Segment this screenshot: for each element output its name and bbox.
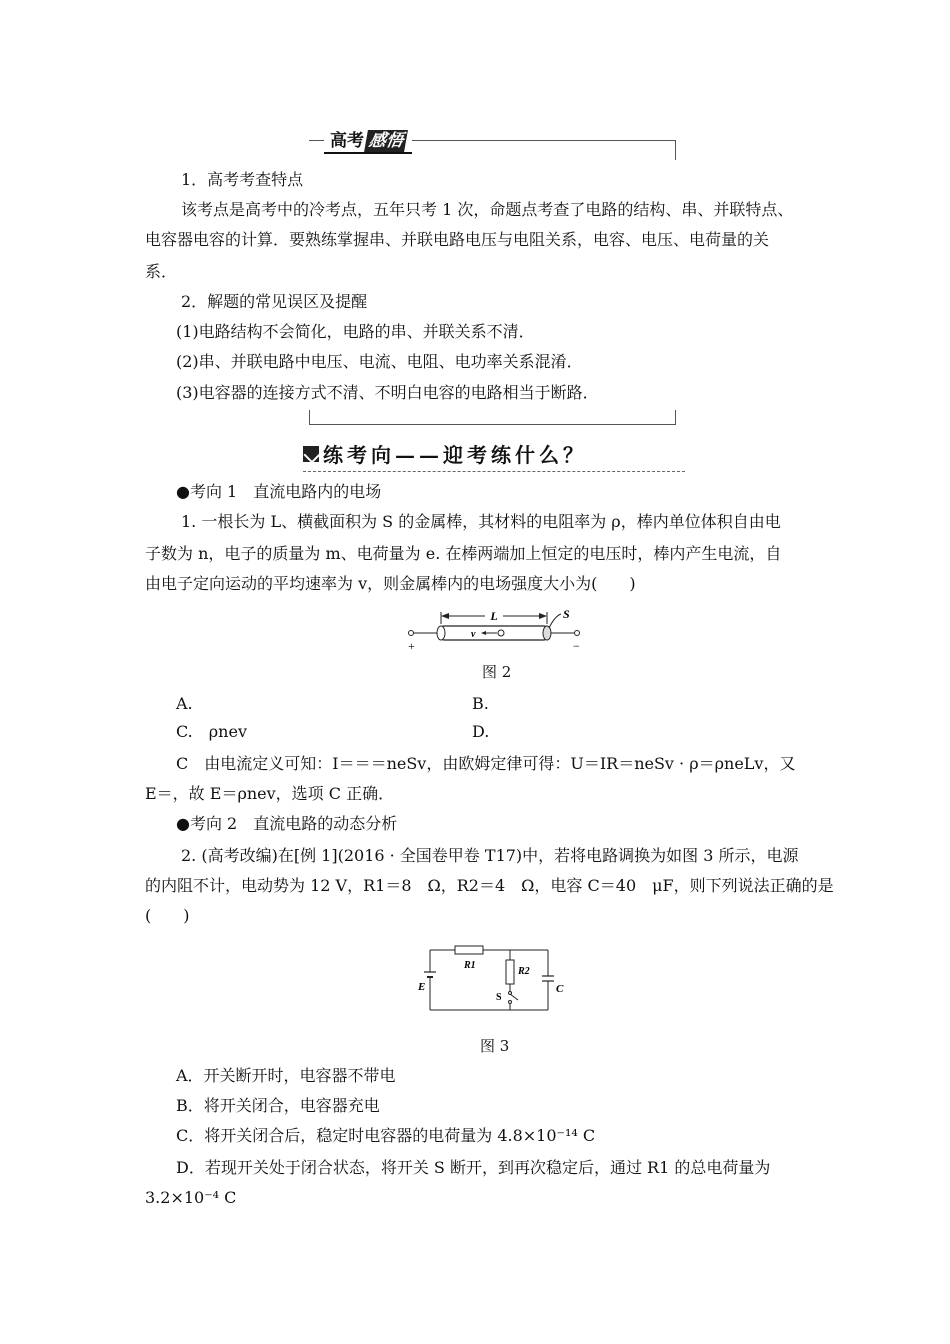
question2-line3: ( ) [145,906,190,925]
banner-title-part2: 感悟 [364,130,408,152]
banner-title [324,130,412,154]
question1-line1: 1. 一根长为 L、横截面积为 S 的金属棒，其材料的电阻率为 ρ，棒内单位体积自由电 [181,512,781,531]
figure2-label-L: L [490,609,498,623]
section2-header [303,442,685,468]
banner-title-part1: 高考 [330,131,364,151]
question2-option-b: B．将开关闭合，电容器充电 [176,1096,380,1115]
topic2-title: ●考向 2 直流电路的动态分析 [176,814,398,833]
section2-dashed-rule [303,471,685,472]
mistake-item-1: (1)电路结构不会简化，电路的串、并联关系不清． [176,322,535,341]
figure3-label-c: C [556,983,564,995]
question2-line1: 2. (高考改编)在[例 1](2016 · 全国卷甲卷 T17)中，若将电路调换为如图 3 所示，电源 [181,846,799,865]
question1-option-c: C. ρnev [176,722,247,741]
mistake-item-3: (3)电容器的连接方式不清、不明白电容的电路相当于断路． [176,383,599,402]
figure2-label-S: S [563,607,570,621]
section-banner [309,128,676,160]
question2-option-d-line1: D．若现开关处于闭合状态，将开关 S 断开，到再次稳定后，通过 R1 的总电荷量为 [176,1158,771,1177]
question2-option-c: C．将开关闭合后，稳定时电容器的电荷量为 4.8×10⁻¹⁴ C [176,1126,596,1145]
figure2-minus: − [573,639,580,653]
section1-paragraph-line3: 系． [145,262,178,281]
figure2-plus: + [408,639,415,653]
figure3-label-s: S [496,992,502,1003]
section1-paragraph-line1: 该考点是高考中的冷考点，五年只考 1 次，命题点考查了电路的结构、串、并联特点、 [181,200,794,219]
question2-line2: 的内阻不计，电动势为 12 V，R1＝8 Ω，R2＝4 Ω，电容 C＝40 μF，则下列说法正确的是 [145,876,834,895]
question1-line2: 子数为 n，电子的质量为 m、电荷量为 e. 在棒两端加上恒定的电压时，棒内产生电流，自 [145,544,782,563]
topic1-title: ●考向 1 直流电路内的电场 [176,482,382,501]
figure3-label-e: E [418,981,426,993]
banner-frame-left [309,410,310,425]
figure3-caption: 图 3 [480,1037,510,1055]
question1-option-b: B. [472,694,489,713]
question2-option-a: A．开关断开时，电容器不带电 [176,1066,396,1085]
question1-line3: 由电子定向运动的平均速率为 v，则金属棒内的电场强度大小为( ) [145,574,636,593]
section1-heading: 1．高考考查特点 [181,170,304,189]
question2-option-d-line2: 3.2×10⁻⁴ C [145,1188,237,1207]
section1-heading2: 2．解题的常见误区及提醒 [181,292,368,311]
figure2-caption: 图 2 [482,663,512,681]
figure3-circuit [410,938,564,1018]
figure3-label-r2: R2 [518,966,530,977]
answer1-line2: E＝，故 E＝ρnev，选项 C 正确． [145,784,395,803]
answer1-line1: C 由电流定义可知：I＝＝＝neSv，由欧姆定律可得：U＝IR＝neSv · ρ＝ρneLv，又 [176,754,796,773]
section2-title: 练考向——迎考练什么？ [323,443,587,467]
question1-option-d: D. [472,722,490,741]
mistake-item-2: (2)串、并联电路中电压、电流、电阻、电功率关系混淆． [176,352,583,371]
banner-frame-bottom [309,424,676,425]
banner-frame-right [675,410,676,425]
figure3-label-r1: R1 [464,960,476,971]
checkmark-icon [303,446,319,462]
section1-paragraph-line2: 电容器电容的计算．要熟练掌握串、并联电路电压与电阻关系，电容、电压、电荷量的关 [145,230,770,249]
question1-option-a: A. [176,694,193,713]
figure2-label-v: v [471,629,476,640]
figure2-metal-rod [405,602,590,654]
